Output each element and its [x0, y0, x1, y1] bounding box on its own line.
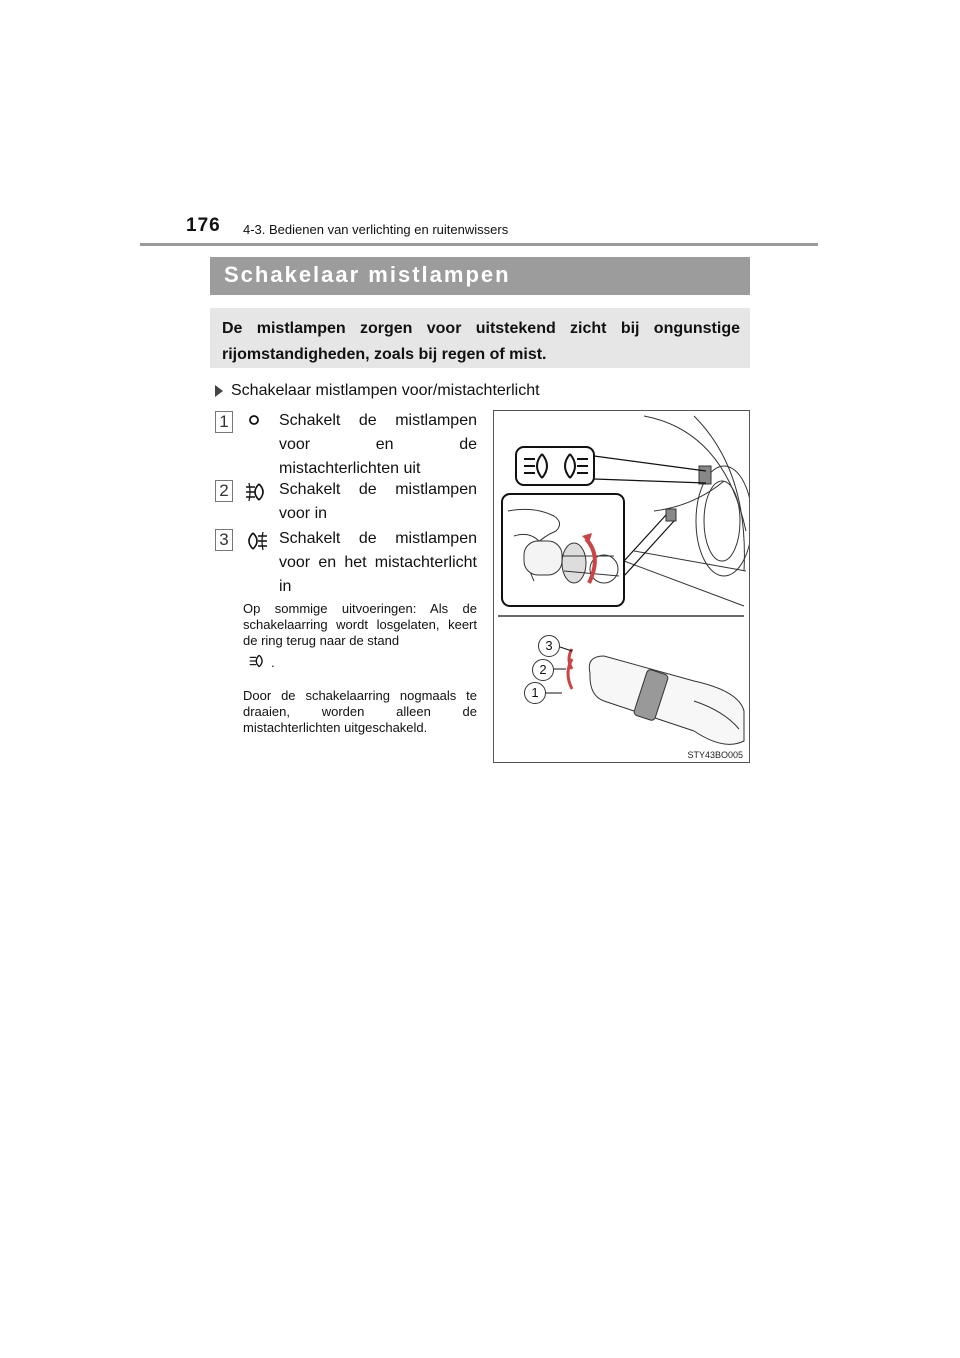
list-item-1 [215, 411, 477, 481]
off-circle-icon [243, 412, 265, 435]
arrow-bullet-icon [215, 385, 223, 397]
list-item-2 [215, 480, 477, 530]
note-1-suffix: . [271, 655, 275, 670]
page-number: 176 [186, 215, 221, 236]
note-1-text: Op sommige uitvoeringen: Als de schakelaarring wordt losgelaten, keert de ring terug naar de stand [243, 601, 477, 648]
callout-1: 1 [524, 682, 546, 704]
switch-diagram [494, 411, 749, 762]
item-text: Schakelt de mistlampen voor en de mistachterlichten uit [279, 412, 477, 477]
section-title-bar [210, 257, 750, 295]
section-title: Schakelaar mistlampen [224, 262, 511, 287]
item-text: Schakelt de mistlampen voor en het mistachterlicht in [279, 530, 477, 595]
header-divider [140, 243, 818, 246]
item-number: 3 [215, 529, 233, 551]
intro-box [210, 308, 750, 368]
callout-2: 2 [532, 659, 554, 681]
item-text: Schakelt de mistlampen voor in [279, 481, 477, 522]
running-header: 4-3. Bedienen van verlichting en ruitenwissers [243, 222, 509, 237]
front-fog-lamp-icon [243, 481, 269, 508]
subheading-text: Schakelaar mistlampen voor/mistachterlicht [231, 382, 540, 399]
figure-code: STY43BO005 [687, 750, 743, 760]
note-1 [243, 601, 477, 673]
item-number: 2 [215, 480, 233, 502]
front-fog-lamp-icon [247, 653, 267, 673]
subheading [215, 382, 540, 400]
callout-3: 3 [538, 635, 560, 657]
item-number: 1 [215, 411, 233, 433]
fog-lamp-switch-illustration [493, 410, 750, 763]
list-item-3 [215, 529, 477, 601]
rear-fog-lamp-icon [243, 530, 269, 557]
intro-text: De mistlampen zorgen voor uitstekend zicht bij ongunstige rijomstandigheden, zoals bij regen of mist. [222, 320, 740, 363]
note-2: Door de schakelaarring nogmaals te draaien, worden alleen de mistachterlichten uitgeschakeld. [243, 688, 477, 735]
